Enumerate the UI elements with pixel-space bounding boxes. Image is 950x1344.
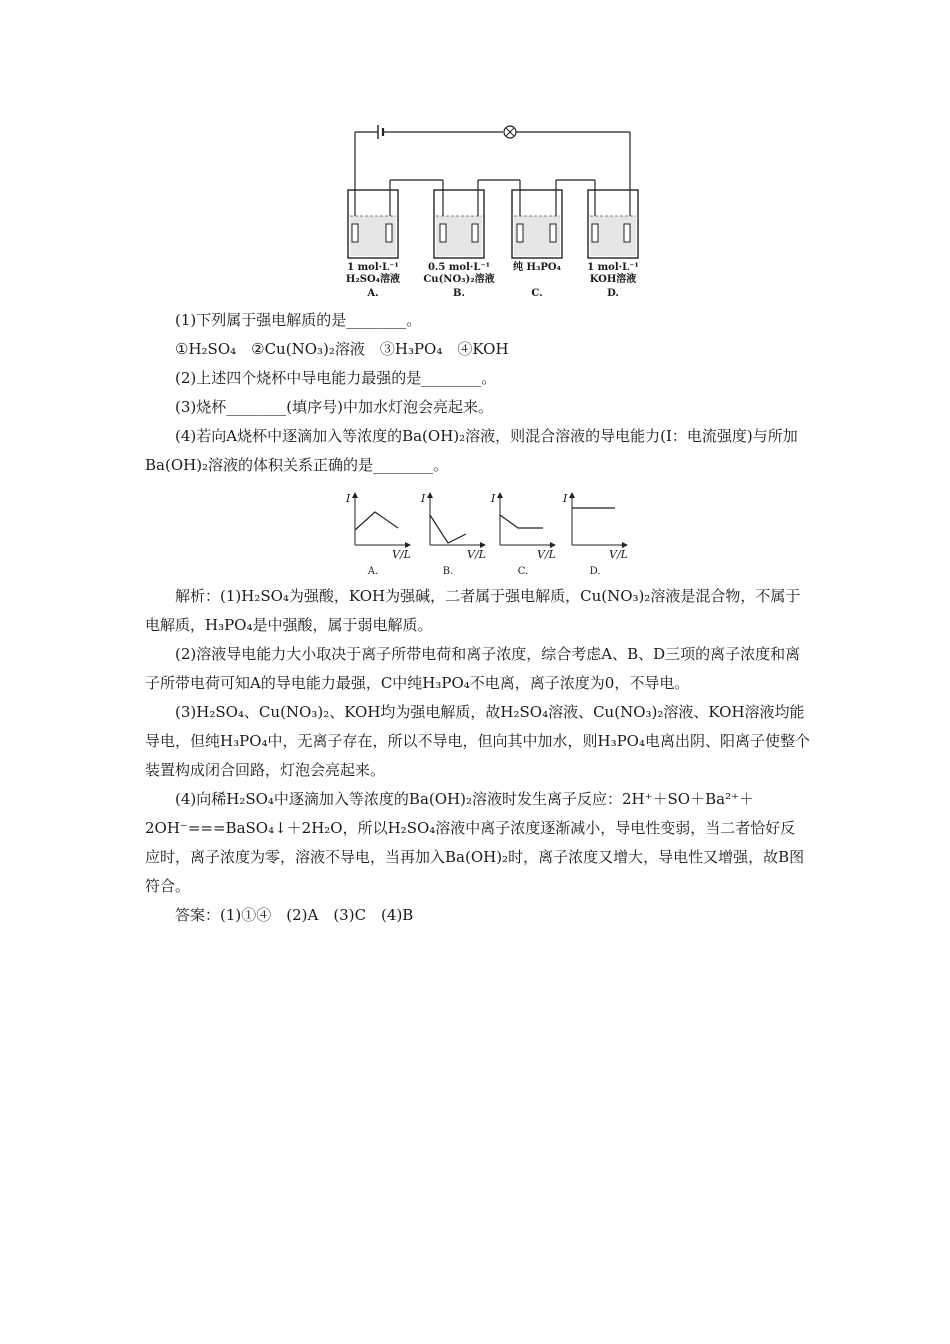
answer-line: 答案：(1)①④ (2)A (3)C (4)B [175,906,414,924]
beaker-d-letter: D. [607,288,619,299]
analysis-1: 解析：(1)H₂SO₄为强酸，KOH为强碱，二者属于强电解质，Cu(NO₃)₂溶液是混合物，不属于电解质，H₃PO₄是中强酸，属于弱电解质。 [145,587,801,634]
graph-d-letter: D. [589,566,601,577]
circuit-diagram [340,120,640,305]
analysis-3: (3)H₂SO₄、Cu(NO₃)₂、KOH均为强电解质，故H₂SO₄溶液、Cu(NO₃)₂溶液、KOH溶液均能导电，但纯H₃PO₄中，无离子存在，所以不导电，但向其中加水，则H₃PO₄电离出阴、阳离子使整个装置构成闭合回路，灯泡会亮起来。 [145,703,810,779]
question-2: (2)上述四个烧杯中导电能力最强的是________。 [175,369,497,387]
graph-c [490,492,556,577]
beaker-c-letter: C. [531,288,543,299]
analysis-2: (2)溶液导电能力大小取决于离子所带电荷和离子浓度，综合考虑A、B、D三项的离子浓度和离子所带电荷可知A的导电能力最强，C中纯H₃PO₄不电离，离子浓度为0，不导电。 [145,645,801,692]
graph-c-ylabel: I [491,492,496,505]
beaker-a-line1: 1 mol·L⁻¹ [347,262,399,273]
beaker-d-line1: 1 mol·L⁻¹ [587,262,639,273]
graph-a-ylabel: I [346,492,351,505]
question-1-options: ①H₂SO₄ ②Cu(NO₃)₂溶液 ③H₃PO₄ ④KOH [175,340,509,358]
graph-c-xlabel: V/L [537,548,556,561]
beaker-c-line1: 纯 H₃PO₄ [513,262,561,273]
question-1: (1)下列属于强电解质的是________。 [175,311,422,329]
graph-b-letter: B. [442,566,454,577]
beaker-a-line2: H₂SO₄溶液 [345,274,401,285]
graph-b-xlabel: V/L [467,548,486,561]
beaker-b-line1: 0.5 mol·L⁻¹ [427,262,491,273]
questions-block [145,306,810,480]
circuit-svg [340,120,640,305]
graph-d-ylabel: I [563,492,568,505]
question-3: (3)烧杯________(填序号)中加水灯泡会亮起来。 [175,398,493,416]
graph-d [562,492,628,577]
graphs-svg [340,490,640,580]
beaker-b-letter: B. [453,288,465,299]
analysis-block [145,582,810,930]
graph-a-letter: A. [367,566,379,577]
beaker-d-line2: KOH溶液 [589,274,637,285]
analysis-4: (4)向稀H₂SO₄中逐滴加入等浓度的Ba(OH)₂溶液时发生离子反应：2H⁺＋SO＋Ba²⁺＋2OH⁻===BaSO₄↓＋2H₂O，所以H₂SO₄溶液中离子浓度逐渐减小，导电性变弱，当二者恰好反应时，离子浓度为零，溶液不导电，当再加入Ba(OH)₂时，离子浓度又增大，导电性又增强，故B图符合。 [145,790,805,895]
graph-d-xlabel: V/L [609,548,628,561]
graph-b [420,492,486,577]
beaker-b-line2: Cu(NO₃)₂溶液 [423,274,495,285]
graph-c-letter: C. [517,566,529,577]
graph-b-ylabel: I [421,492,426,505]
beaker-a-letter: A. [367,288,379,299]
graph-a-xlabel: V/L [392,548,411,561]
question-4: (4)若向A烧杯中逐滴加入等浓度的Ba(OH)₂溶液，则混合溶液的导电能力(I：电流强度)与所加Ba(OH)₂溶液的体积关系正确的是________。 [145,427,798,474]
graph-a [345,492,411,577]
beaker-b [434,190,484,258]
graph-options [340,490,640,580]
